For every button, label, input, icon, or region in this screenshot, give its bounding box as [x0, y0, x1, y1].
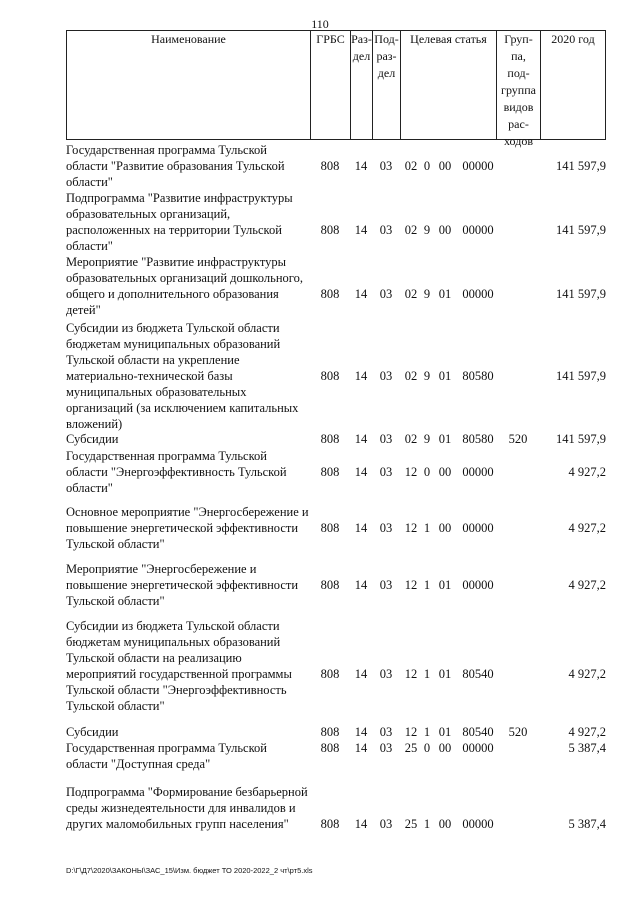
row-amount: 141 597,9 — [556, 369, 606, 383]
row-target-4: 80580 — [462, 432, 494, 446]
row-target-2: 0 — [423, 741, 431, 755]
header-group: Груп- па, под- группа видов рас- ходов — [496, 31, 540, 139]
row-target-4: 80580 — [462, 369, 494, 383]
table-row — [66, 504, 606, 552]
row-grbs: 808 — [320, 223, 340, 237]
row-target-4: 80540 — [462, 725, 494, 739]
row-target-1: 12 — [404, 725, 418, 739]
row-name: Субсидии из бюджета Тульской области бюджетам муниципальных образований Тульской области на укрепление материально-технической базы муниципальных образовательных организаций (за исключением капитальных вложений) — [66, 321, 299, 431]
row-amount: 141 597,9 — [556, 159, 606, 173]
row-razdel: 14 — [354, 465, 368, 479]
row-podrazdel: 03 — [379, 521, 393, 535]
row-target-3: 01 — [438, 369, 452, 383]
header-razdel: Раз- дел — [350, 31, 372, 139]
row-name: Мероприятие "Развитие инфраструктуры образовательных организаций дошкольного, общего и дополнительного образования детей" — [66, 255, 303, 317]
row-target-2: 0 — [423, 465, 431, 479]
row-razdel: 14 — [354, 521, 368, 535]
row-target-2: 9 — [423, 369, 431, 383]
row-amount: 141 597,9 — [556, 287, 606, 301]
table-row — [66, 431, 606, 447]
file-path: D:\Г\Д7\2020\ЗАКОНЫ\ЗАС_15\Изм. бюджет ТО 2020-2022_2 чт\рт5.xls — [66, 866, 313, 875]
row-name: Подпрограмма "Формирование безбарьерной среды жизнедеятельности для инвалидов и других маломобильных групп населения" — [66, 785, 308, 831]
row-amount: 141 597,9 — [556, 432, 606, 446]
row-razdel: 14 — [354, 369, 368, 383]
row-target-2: 1 — [423, 817, 431, 831]
row-podrazdel: 03 — [379, 287, 393, 301]
table-row — [66, 724, 606, 740]
row-grbs: 808 — [320, 817, 340, 831]
page-number: 110 — [311, 17, 329, 31]
header-name: Наименование — [66, 31, 310, 139]
table-row — [66, 784, 606, 864]
table-row — [66, 190, 606, 254]
row-name: Субсидии — [66, 725, 119, 739]
row-amount: 4 927,2 — [568, 725, 606, 739]
row-target-4: 00000 — [462, 287, 494, 301]
row-target-1: 12 — [404, 521, 418, 535]
row-target-1: 25 — [404, 817, 418, 831]
row-target-1: 02 — [404, 223, 418, 237]
row-razdel: 14 — [354, 817, 368, 831]
row-target-2: 1 — [423, 578, 431, 592]
row-target-4: 00000 — [462, 465, 494, 479]
row-razdel: 14 — [354, 725, 368, 739]
header-grbs: ГРБС — [310, 31, 350, 139]
row-name: Государственная программа Тульской области "Энергоэффективность Тульской области" — [66, 449, 287, 495]
row-group: 520 — [508, 725, 528, 739]
row-amount: 4 927,2 — [568, 521, 606, 535]
row-target-1: 12 — [404, 667, 418, 681]
row-podrazdel: 03 — [379, 578, 393, 592]
table-row — [66, 142, 606, 190]
row-target-4: 00000 — [462, 578, 494, 592]
row-target-1: 12 — [404, 465, 418, 479]
row-name: Субсидии из бюджета Тульской области бюджетам муниципальных образований Тульской области на реализацию мероприятий государственной программы Тульской области "Энергоэффективность Тульской области" — [66, 619, 292, 713]
row-grbs: 808 — [320, 369, 340, 383]
row-razdel: 14 — [354, 667, 368, 681]
table-row — [66, 561, 606, 609]
row-target-1: 02 — [404, 369, 418, 383]
row-target-3: 00 — [438, 521, 452, 535]
row-razdel: 14 — [354, 432, 368, 446]
row-podrazdel: 03 — [379, 725, 393, 739]
row-target-2: 9 — [423, 432, 431, 446]
row-grbs: 808 — [320, 521, 340, 535]
row-target-1: 02 — [404, 159, 418, 173]
row-razdel: 14 — [354, 159, 368, 173]
row-name: Субсидии — [66, 432, 119, 446]
row-amount: 4 927,2 — [568, 578, 606, 592]
row-podrazdel: 03 — [379, 741, 393, 755]
row-target-3: 00 — [438, 465, 452, 479]
row-target-2: 9 — [423, 287, 431, 301]
header-podrazdel: Под- раз- дел — [372, 31, 400, 139]
row-target-4: 00000 — [462, 741, 494, 755]
row-grbs: 808 — [320, 725, 340, 739]
row-amount: 5 387,4 — [568, 741, 606, 755]
row-target-4: 00000 — [462, 817, 494, 831]
table-row — [66, 320, 606, 432]
row-grbs: 808 — [320, 159, 340, 173]
row-podrazdel: 03 — [379, 465, 393, 479]
row-group: 520 — [508, 432, 528, 446]
header-year: 2020 год — [540, 31, 606, 139]
row-razdel: 14 — [354, 578, 368, 592]
row-target-3: 01 — [438, 578, 452, 592]
row-target-3: 01 — [438, 667, 452, 681]
row-grbs: 808 — [320, 287, 340, 301]
row-razdel: 14 — [354, 741, 368, 755]
row-target-3: 00 — [438, 223, 452, 237]
row-target-3: 01 — [438, 432, 452, 446]
row-name: Государственная программа Тульской области "Доступная среда" — [66, 741, 267, 771]
row-target-1: 02 — [404, 432, 418, 446]
row-target-4: 80540 — [462, 667, 494, 681]
row-target-2: 1 — [423, 521, 431, 535]
row-podrazdel: 03 — [379, 817, 393, 831]
row-name: Мероприятие "Энергосбережение и повышение энергетической эффективности Тульской области" — [66, 562, 299, 608]
row-target-1: 12 — [404, 578, 418, 592]
row-target-3: 01 — [438, 725, 452, 739]
row-podrazdel: 03 — [379, 667, 393, 681]
row-target-3: 01 — [438, 287, 452, 301]
row-podrazdel: 03 — [379, 159, 393, 173]
table-row — [66, 740, 606, 772]
row-name: Основное мероприятие "Энергосбережение и повышение энергетической эффективности Тульской области" — [66, 505, 309, 551]
row-amount: 4 927,2 — [568, 667, 606, 681]
header-target: Целевая статья — [400, 31, 496, 139]
row-grbs: 808 — [320, 741, 340, 755]
row-target-4: 00000 — [462, 521, 494, 535]
row-target-2: 1 — [423, 725, 431, 739]
row-podrazdel: 03 — [379, 369, 393, 383]
table-row — [66, 254, 606, 318]
row-target-4: 00000 — [462, 159, 494, 173]
row-grbs: 808 — [320, 432, 340, 446]
row-name: Подпрограмма "Развитие инфраструктуры образовательных организаций, расположенных на территории Тульской области" — [66, 191, 293, 253]
row-target-2: 1 — [423, 667, 431, 681]
row-podrazdel: 03 — [379, 432, 393, 446]
row-target-4: 00000 — [462, 223, 494, 237]
row-target-1: 25 — [404, 741, 418, 755]
row-name: Государственная программа Тульской области "Развитие образования Тульской области" — [66, 143, 285, 189]
row-target-3: 00 — [438, 817, 452, 831]
budget-table — [66, 30, 606, 831]
row-grbs: 808 — [320, 465, 340, 479]
row-amount: 5 387,4 — [568, 817, 606, 831]
row-grbs: 808 — [320, 667, 340, 681]
row-target-3: 00 — [438, 159, 452, 173]
row-grbs: 808 — [320, 578, 340, 592]
table-row — [66, 448, 606, 496]
row-target-2: 9 — [423, 223, 431, 237]
table-header — [66, 30, 606, 148]
row-target-2: 0 — [423, 159, 431, 173]
row-razdel: 14 — [354, 223, 368, 237]
row-target-1: 02 — [404, 287, 418, 301]
row-target-3: 00 — [438, 741, 452, 755]
row-razdel: 14 — [354, 287, 368, 301]
table-row — [66, 618, 606, 714]
row-podrazdel: 03 — [379, 223, 393, 237]
row-amount: 141 597,9 — [556, 223, 606, 237]
row-amount: 4 927,2 — [568, 465, 606, 479]
